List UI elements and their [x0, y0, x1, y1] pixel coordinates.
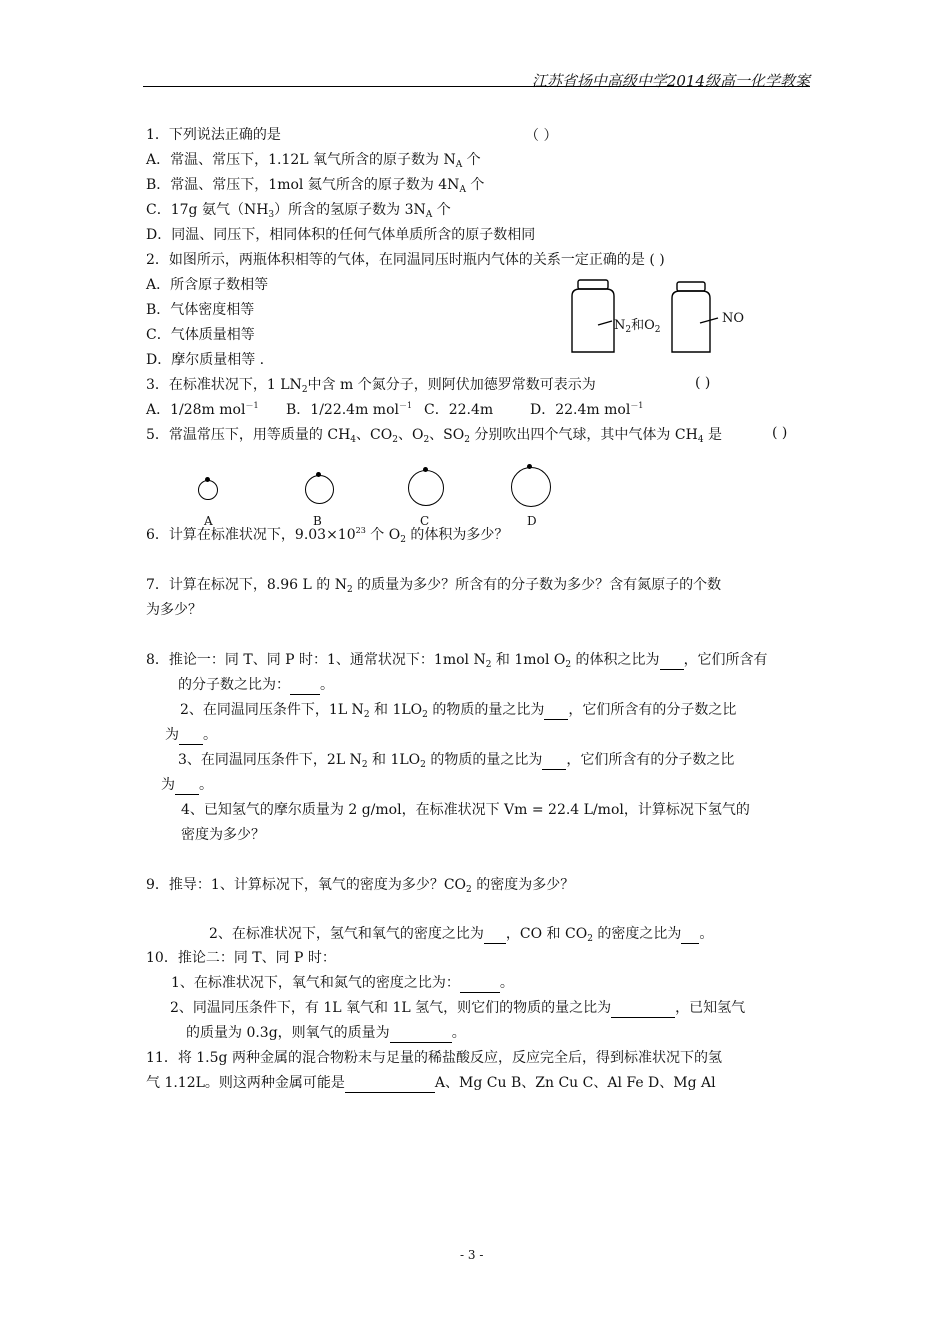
q11-line-2: 气 1.12L。则这两种金属可能是 A、Mg Cu B、Zn Cu C、Al Fe D、Mg Al: [146, 1075, 716, 1091]
q8-line-2: 的分子数之比为： 。: [178, 677, 334, 693]
bottle-right-label: NO: [722, 311, 745, 326]
header-rule: [143, 86, 810, 87]
q2-option-b: B．气体密度相等: [146, 302, 255, 318]
page-header-title: 江苏省扬中高级中学2014级高一化学教案: [531, 72, 810, 90]
balloon-b-label: B: [313, 514, 322, 528]
balloon-b: [305, 475, 334, 504]
q8-blank-2[interactable]: [290, 679, 320, 695]
q2-stem: 2．如图所示，两瓶体积相等的气体，在同温同压时瓶内气体的关系一定正确的是 ( ): [146, 252, 665, 268]
q9-line-1: 9．推导：1、计算标况下，氧气的密度为多少？$CO_2$ 的密度为多少？: [146, 877, 575, 895]
q8-line-5: 3、在同温同压条件下，2L $N_2$ 和 $1LO_2$ 的物质的量之比为 ，它们所含有的分子数之比: [178, 752, 735, 770]
balloon-a-label: A: [204, 514, 213, 528]
q2-option-d: D．摩尔质量相等 .: [146, 352, 265, 368]
balloon-a-knot: [205, 477, 210, 482]
q10-line-1: 10．推论二：同 T、同 P 时：: [146, 950, 336, 966]
bottle-left-icon: [572, 280, 614, 352]
q5-stem: 5．常温常压下，用等质量的 $CH_4$、$CO_2$、$O_2$、$SO_2$ 分别吹出四个气球，其中气体为 $CH_4$ 是: [146, 427, 722, 445]
q8-blank-5[interactable]: [542, 754, 566, 770]
q8-blank-6[interactable]: [175, 779, 199, 795]
bottle-right-icon: [672, 282, 718, 352]
balloon-c-knot: [423, 467, 428, 472]
q10-line-3: 2、同温同压条件下，有 1L 氧气和 1L 氢气，则它们的物质的量之比为 ，已知氢气: [170, 1000, 746, 1016]
q8-line-6: 为 。: [161, 777, 213, 793]
q1-option-d: D．同温、同压下，相同体积的任何气体单质所含的原子数相同: [146, 227, 536, 243]
q7-line-2: 为多少？: [146, 602, 202, 618]
q8-line-8: 密度为多少？: [181, 827, 265, 843]
q10-blank-2[interactable]: [611, 1002, 675, 1018]
q1-stem: 1．下列说法正确的是: [146, 127, 281, 143]
q5-answer-paren: ( ): [772, 425, 788, 441]
q10-blank-3[interactable]: [390, 1027, 452, 1043]
q3-option-c: C．22.4m: [424, 402, 494, 418]
q8-line-3: 2、在同温同压条件下，1L $N_2$ 和 $1LO_2$ 的物质的量之比为 ，它们所含有的分子数之比: [180, 702, 737, 720]
q10-line-2: 1、在标准状况下，氧气和氮气的密度之比为： 。: [171, 975, 514, 991]
q9-blank-1[interactable]: [484, 928, 506, 944]
q1-option-b: B．常温、常压下，1mol 氦气所含的原子数为 $4N_A$ 个: [146, 177, 485, 195]
q11-blank[interactable]: [345, 1077, 435, 1093]
q2-option-c: C．气体质量相等: [146, 327, 255, 343]
q3-stem: 3．在标准状况下，1 $LN_2$中含 m 个氮分子，则阿伏加德罗常数可表示为: [146, 377, 596, 395]
q3-answer-paren: ( ): [695, 375, 711, 391]
q1-answer-paren: （ ）: [525, 128, 558, 144]
q6-text: 6．计算在标准状况下，$9.03\times 10^{23}$ 个 $O_2$ 的体积为多少？: [146, 526, 509, 545]
balloon-b-knot: [316, 472, 321, 477]
balloon-a: [198, 480, 218, 500]
q3-option-a: A．1/28m mol$^{-1}$: [146, 401, 259, 418]
balloon-d-knot: [527, 464, 532, 469]
balloon-d-label: D: [527, 514, 537, 528]
q9-line-2: 2、在标准状况下，氢气和氧气的密度之比为 ，CO 和 $CO_2$ 的密度之比为 。: [209, 926, 714, 944]
bottle-left-label: $N_2$和$O_2$: [614, 318, 661, 335]
q10-blank-1[interactable]: [460, 977, 500, 993]
balloon-c-label: C: [420, 514, 430, 528]
q7-line-1: 7．计算在标况下，8.96 L 的 $N_2$ 的质量为多少？所含有的分子数为多少？含有氮原子的个数: [146, 577, 722, 595]
balloon-d: [511, 467, 551, 507]
q1-option-c: C．17g 氨气$(NH_3)$所含的氢原子数为 $3N_A$ 个: [146, 202, 451, 220]
q8-blank-1[interactable]: [660, 654, 684, 670]
q2-option-a: A．所含原子数相等: [146, 277, 269, 293]
q10-line-4: 的质量为 0.3g，则氧气的质量为 。: [186, 1025, 466, 1041]
q8-blank-4[interactable]: [179, 729, 203, 745]
q9-blank-2[interactable]: [681, 928, 699, 944]
q3-option-d: D．22.4m mol$^{-1}$: [530, 401, 644, 418]
q8-blank-3[interactable]: [544, 704, 568, 720]
q8-line-4: 为 。: [165, 727, 217, 743]
q3-option-b: B．1/22.4m mol$^{-1}$: [286, 401, 413, 418]
q8-line-7: 4、已知氢气的摩尔质量为 2 g/mol，在标准状况下 Vm = 22.4 L/mol，计算标况下氢气的: [181, 802, 750, 818]
page-number: - 3 -: [460, 1248, 484, 1262]
q11-line-1: 11．将 1.5g 两种金属的混合物粉末与足量的稀盐酸反应，反应完全后，得到标准状况下的氢: [146, 1050, 722, 1066]
balloon-c: [408, 470, 444, 506]
q8-line-1: 8．推论一：同 T、同 P 时：1、通常状况下：1mol $N_2$ 和 1mol $O_2$ 的体积之比为 ，它们所含有: [146, 652, 768, 670]
q1-option-a: A．常温、常压下，1.12L 氧气所含的原子数为 $N_A$ 个: [146, 152, 481, 170]
